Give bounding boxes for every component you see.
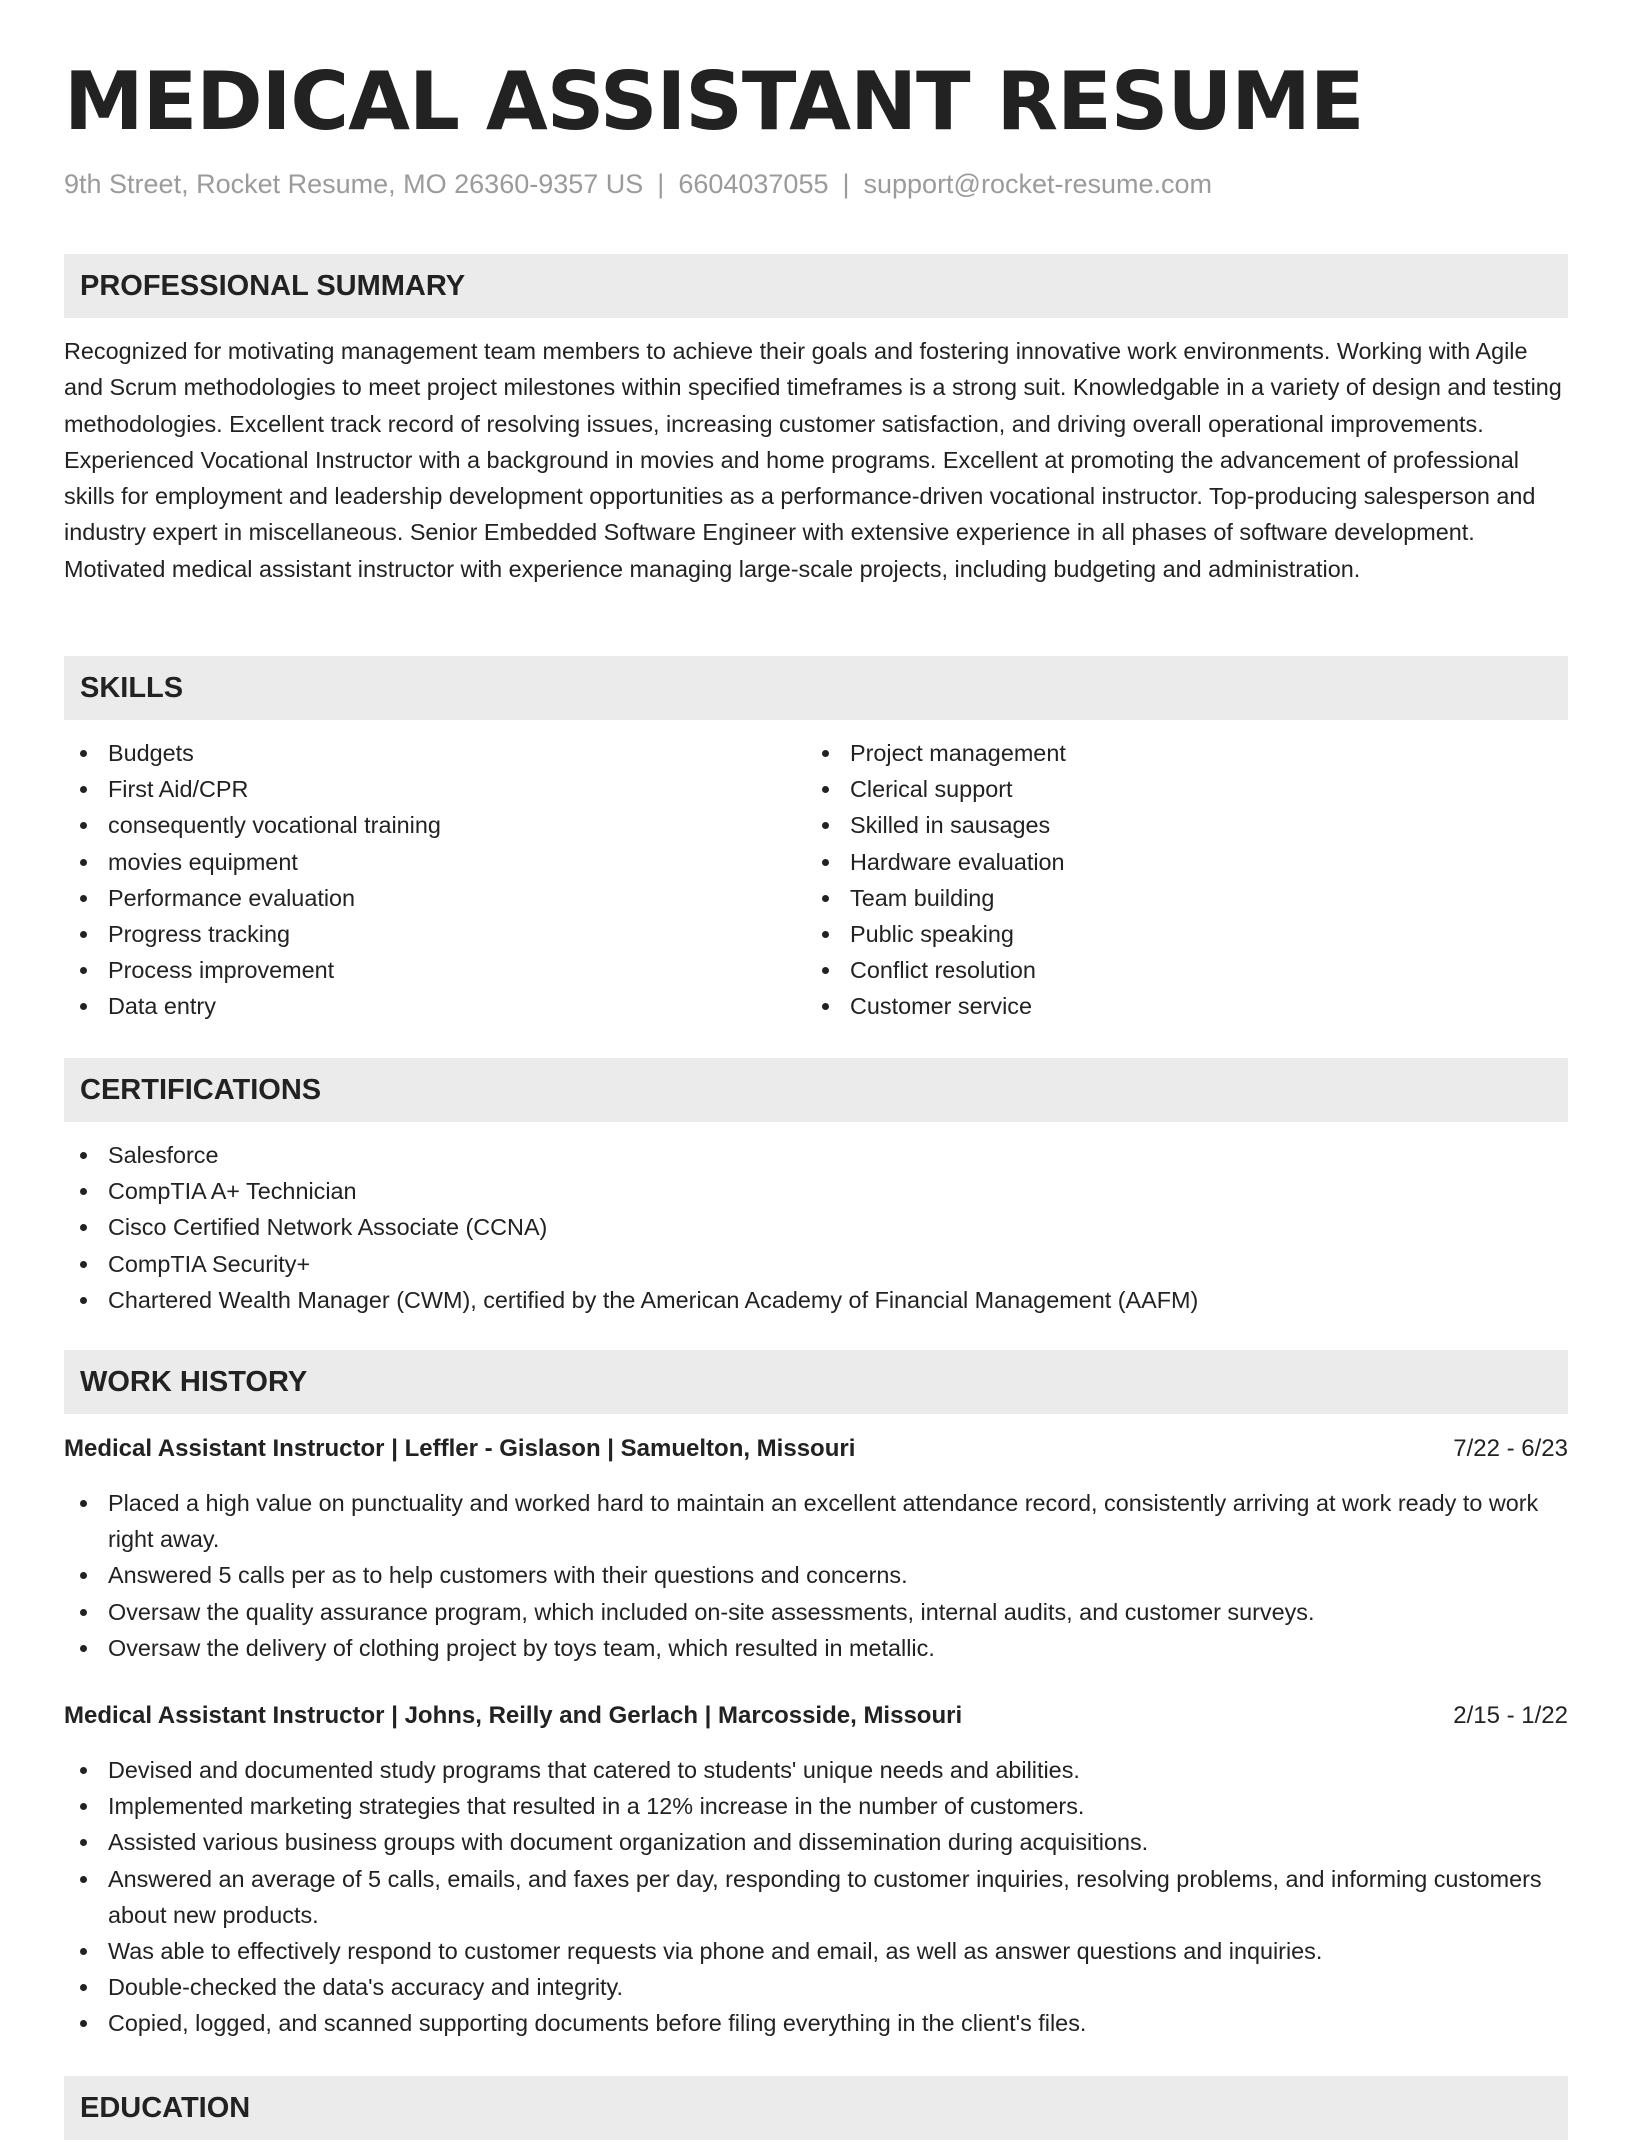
job-bullet: Was able to effectively respond to customer requests via phone and email, as well as answer questions and inquiries. <box>64 1933 1568 1969</box>
certification-item: Cisco Certified Network Associate (CCNA) <box>64 1209 1568 1245</box>
section-header-skills <box>64 656 1568 720</box>
job-dates: 2/15 - 1/22 <box>1453 1702 1568 1729</box>
summary-text: Recognized for motivating management team members to achieve their goals and fostering innovative work environments. Working with Agile and Scrum methodologies to meet project milestones within specified timeframes is a strong suit. Knowledgable in a variety of design and testing methodologies. Excellent track record of resolving issues, increasing customer satisfaction, and driving overall operational improvements. Experienced Vocational Instructor with a background in movies and home programs. Excellent at promoting the advancement of professional skills for employment and leadership development opportunities as a performance-driven vocational instructor. Top-producing salesperson and industry expert in miscellaneous. Senior Embedded Software Engineer with extensive experience in all phases of software development. Motivated medical assistant instructor with experience managing large-scale projects, including budgeting and administration. <box>64 338 1562 582</box>
job-bullet-list <box>64 1485 1568 1666</box>
section-title: CERTIFICATIONS <box>80 1074 322 1106</box>
skill-item: Project management <box>806 735 1566 771</box>
job-bullet: Answered an average of 5 calls, emails, and faxes per day, responding to customer inquiries, resolving problems, and informing customers about new products. <box>64 1861 1568 1933</box>
job-bullet: Assisted various business groups with document organization and dissemination during acquisitions. <box>64 1824 1568 1860</box>
certification-item: Chartered Wealth Manager (CWM), certified by the American Academy of Financial Management (AAFM) <box>64 1282 1568 1318</box>
skill-item: movies equipment <box>64 844 764 880</box>
job-bullet: Placed a high value on punctuality and worked hard to maintain an excellent attendance record, consistently arriving at work ready to work right away. <box>64 1485 1568 1557</box>
certification-item: CompTIA A+ Technician <box>64 1173 1568 1209</box>
certifications-list <box>64 1137 1568 1318</box>
section-title: WORK HISTORY <box>80 1366 308 1398</box>
section-header-work-history <box>64 1350 1568 1414</box>
job-title: Medical Assistant Instructor | Johns, Reilly and Gerlach | Marcosside, Missouri <box>64 1702 963 1729</box>
job-bullet: Devised and documented study programs that catered to students' unique needs and abilities. <box>64 1752 1568 1788</box>
contact-line <box>64 167 1212 201</box>
job-dates: 7/22 - 6/23 <box>1453 1435 1568 1462</box>
section-title: EDUCATION <box>80 2092 251 2124</box>
skill-item: consequently vocational training <box>64 807 764 843</box>
skill-item: Performance evaluation <box>64 880 764 916</box>
contact-address: 9th Street, Rocket Resume, MO 26360-9357 US <box>64 169 644 199</box>
section-title: PROFESSIONAL SUMMARY <box>80 270 466 302</box>
certification-item: Salesforce <box>64 1137 1568 1173</box>
skill-item: Clerical support <box>806 771 1566 807</box>
skill-item: Progress tracking <box>64 916 764 952</box>
job-bullet: Double-checked the data's accuracy and integrity. <box>64 1969 1568 2005</box>
contact-phone: 6604037055 <box>678 169 829 199</box>
certification-item: CompTIA Security+ <box>64 1246 1568 1282</box>
section-title: SKILLS <box>80 672 184 704</box>
skill-item: Skilled in sausages <box>806 807 1566 843</box>
job-title: Medical Assistant Instructor | Leffler - Gislason | Samuelton, Missouri <box>64 1435 856 1462</box>
skill-item: Data entry <box>64 988 764 1024</box>
skills-list-left <box>64 735 764 1025</box>
job-bullet: Oversaw the quality assurance program, which included on-site assessments, internal audits, and customer surveys. <box>64 1594 1568 1630</box>
job-bullet-list <box>64 1752 1568 2042</box>
contact-separator: | <box>842 169 850 199</box>
skills-list-right <box>806 735 1566 1025</box>
job-bullet: Oversaw the delivery of clothing project by toys team, which resulted in metallic. <box>64 1630 1568 1666</box>
contact-email: support@rocket-resume.com <box>863 169 1213 199</box>
skill-item: Conflict resolution <box>806 952 1566 988</box>
skill-item: Customer service <box>806 988 1566 1024</box>
resume-name: MEDICAL ASSISTANT RESUME <box>64 55 1364 148</box>
job-header <box>64 1698 1568 1734</box>
skill-item: Hardware evaluation <box>806 844 1566 880</box>
section-header-certifications <box>64 1058 1568 1122</box>
job-bullet: Answered 5 calls per as to help customers with their questions and concerns. <box>64 1557 1568 1593</box>
skill-item: First Aid/CPR <box>64 771 764 807</box>
job-header <box>64 1431 1568 1467</box>
section-header-summary <box>64 254 1568 318</box>
job-bullet: Implemented marketing strategies that resulted in a 12% increase in the number of customers. <box>64 1788 1568 1824</box>
skill-item: Process improvement <box>64 952 764 988</box>
section-header-education <box>64 2076 1568 2140</box>
job-bullet: Copied, logged, and scanned supporting documents before filing everything in the client's files. <box>64 2005 1568 2041</box>
skill-item: Team building <box>806 880 1566 916</box>
skill-item: Public speaking <box>806 916 1566 952</box>
contact-separator: | <box>657 169 665 199</box>
skill-item: Budgets <box>64 735 764 771</box>
